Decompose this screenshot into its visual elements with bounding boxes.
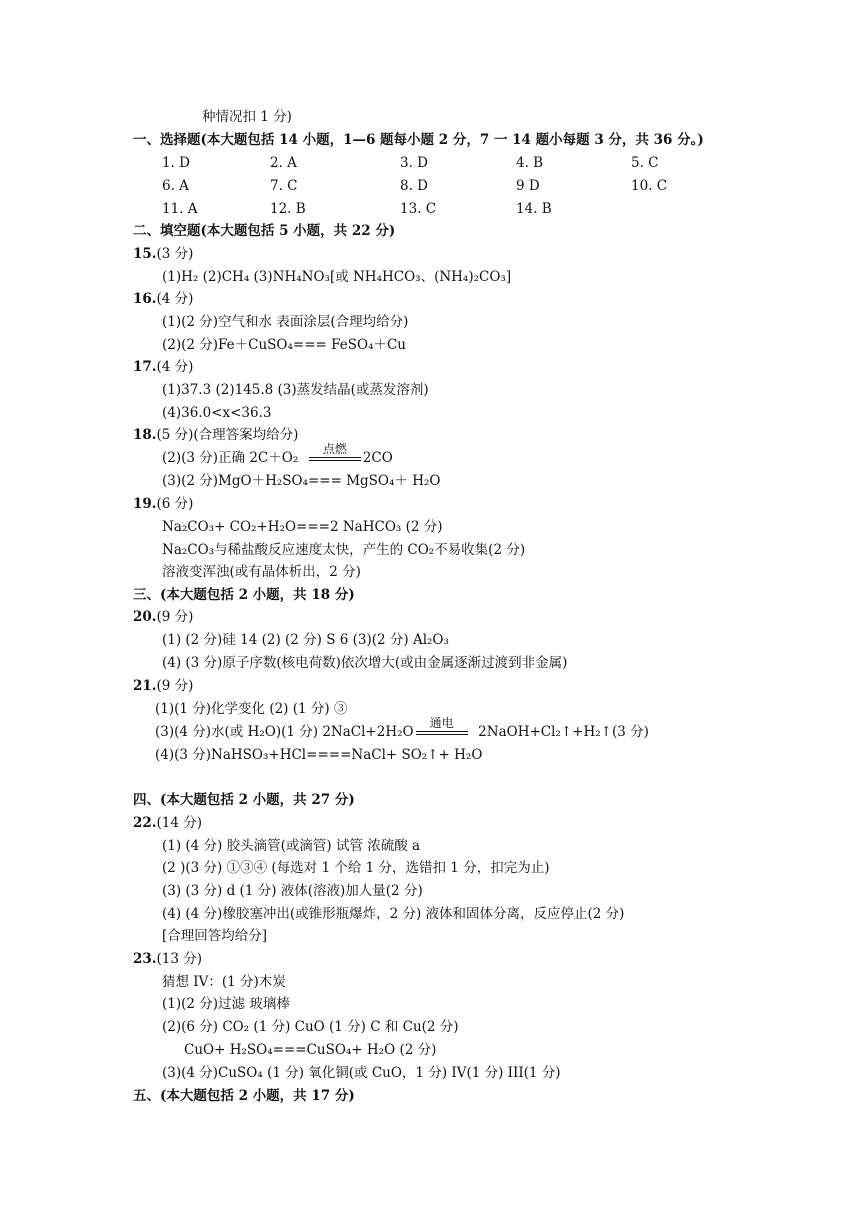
q21-line-3: (4)(3 分)NaHSO₃+HCl====NaCl+ SO₂↑+ H₂O xyxy=(155,747,483,763)
q23-line-3: (2)(6 分) CO₂ (1 分) CuO (1 分) C 和 Cu(2 分) xyxy=(162,1019,459,1035)
question-score: (13 分) xyxy=(156,951,203,967)
answer-cell: 10. C xyxy=(631,178,668,194)
reaction-condition-label: 通电 xyxy=(429,716,454,730)
question-18-header xyxy=(133,426,298,444)
answer-cell: 9 D xyxy=(516,178,540,194)
top-note: 种情况扣 1 分) xyxy=(202,109,292,125)
section-5-heading: 五、(本大题包括 2 小题，共 17 分) xyxy=(133,1088,355,1104)
q23-line-5: (3)(4 分)CuSO₄ (1 分) 氧化铜(或 CuO，1 分) IV(1 分) III(1 分) xyxy=(162,1065,561,1081)
answer-cell: 2. A xyxy=(270,155,297,171)
answer-cell: 1. D xyxy=(162,155,190,171)
answer-cell: 5. C xyxy=(631,155,659,171)
q15-line-1: (1)H₂ (2)CH₄ (3)NH₄NO₃[或 NH₄HCO₃、(NH₄)₂CO₃] xyxy=(162,269,512,285)
question-score: (3 分) xyxy=(156,246,194,262)
section-2-heading: 二、填空题(本大题包括 5 小题，共 22 分) xyxy=(133,223,396,239)
q23-line-2: (1)(2 分)过滤 玻璃棒 xyxy=(162,996,290,1012)
answer-cell: 14. B xyxy=(516,201,552,217)
q17-line-2: (4)36.0<x<36.3 xyxy=(162,405,272,421)
q22-line-5: [合理回答均给分] xyxy=(162,928,268,944)
q19-line-1: Na₂CO₃+ CO₂+H₂O===2 NaHCO₃ (2 分) xyxy=(162,519,443,535)
question-15-header xyxy=(133,245,193,263)
q20-line-1: (1) (2 分)硅 14 (2) (2 分) S 6 (3)(2 分) Al₂O₃ xyxy=(162,632,449,648)
answer-cell: 11. A xyxy=(162,201,198,217)
question-number: 19. xyxy=(133,496,157,512)
reaction-condition-arrow xyxy=(414,716,470,741)
question-23-header xyxy=(133,950,202,968)
q16-line-1: (1)(2 分)空气和水 表面涂层(合理均给分) xyxy=(162,314,409,330)
section-4-heading: 四、(本大题包括 2 小题，共 27 分) xyxy=(133,792,355,808)
q17-line-1: (1)37.3 (2)145.8 (3)蒸发结晶(或蒸发溶剂) xyxy=(162,382,429,398)
q22-line-2: (2 )(3 分) ①③④ (每选对 1 个给 1 分，选错扣 1 分，扣完为止) xyxy=(162,860,550,876)
question-number: 22. xyxy=(133,815,157,831)
question-score: (14 分) xyxy=(156,815,203,831)
q23-line-1: 猜想 IV：(1 分)木炭 xyxy=(162,974,286,990)
section-1-heading: 一、选择题(本大题包括 14 小题，1—6 题每小题 2 分，7 一 14 题小每题 3 分，共 36 分。) xyxy=(133,132,704,148)
equation-reactants: (3)(4 分)水(或 H₂O)(1 分) 2NaCl+2H₂O xyxy=(155,724,414,740)
reaction-condition-label: 点燃 xyxy=(322,442,347,456)
q23-line-4: CuO+ H₂SO₄===CuSO₄+ H₂O (2 分) xyxy=(184,1042,437,1058)
question-score: (4 分) xyxy=(156,359,194,375)
question-score: (6 分) xyxy=(156,496,194,512)
question-19-header xyxy=(133,495,193,513)
answer-cell: 7. C xyxy=(270,178,298,194)
question-20-header xyxy=(133,608,193,626)
question-number: 21. xyxy=(133,678,157,694)
equation-products: 2CO xyxy=(362,450,393,466)
question-score: (9 分) xyxy=(156,678,194,694)
question-17-header xyxy=(133,358,193,376)
question-21-header xyxy=(133,677,193,695)
question-number: 18. xyxy=(133,427,157,443)
q22-line-1: (1) (4 分) 胶头滴管(或滴管) 试管 浓硫酸 a xyxy=(162,838,421,854)
section-3-heading: 三、(本大题包括 2 小题，共 18 分) xyxy=(133,587,355,603)
answer-cell: 6. A xyxy=(162,178,189,194)
q22-line-3: (3) (3 分) d (1 分) 液体(溶液)加人量(2 分) xyxy=(162,883,423,899)
q21-line-1: (1)(1 分)化学变化 (2) (1 分) ③ xyxy=(155,701,348,717)
q20-line-2: (4) (3 分)原子序数(核电荷数)依次增大(或由金属逐渐过渡到非金属) xyxy=(162,655,568,671)
answer-cell: 12. B xyxy=(270,201,306,217)
reaction-condition-arrow xyxy=(307,442,363,467)
question-number: 23. xyxy=(133,951,157,967)
answer-cell: 4. B xyxy=(516,155,544,171)
question-score: (9 分) xyxy=(156,609,194,625)
question-number: 17. xyxy=(133,359,157,375)
equation-products: 2NaOH+Cl₂↑+H₂↑(3 分) xyxy=(478,724,649,740)
equation-reactants: (2)(3 分)正确 2C＋O₂ xyxy=(162,450,299,466)
question-22-header xyxy=(133,814,202,832)
q19-line-3: 溶液变浑浊(或有晶体析出，2 分) xyxy=(162,564,361,580)
question-score: (4 分) xyxy=(156,291,194,307)
q19-line-2: Na₂CO₃与稀盐酸反应速度太快，产生的 CO₂不易收集(2 分) xyxy=(162,542,526,558)
q16-line-2: (2)(2 分)Fe＋CuSO₄=== FeSO₄＋Cu xyxy=(162,337,407,353)
q22-line-4: (4) (4 分)橡胶塞冲出(或锥形瓶爆炸，2 分) 液体和固体分离，反应停止(2 分) xyxy=(162,906,625,922)
q21-line-2 xyxy=(155,716,649,741)
answer-cell: 13. C xyxy=(400,201,437,217)
q18-line-1 xyxy=(162,442,393,467)
question-number: 16. xyxy=(133,291,157,307)
question-number: 15. xyxy=(133,246,157,262)
answer-cell: 8. D xyxy=(400,178,428,194)
answer-cell: 3. D xyxy=(400,155,428,171)
question-16-header xyxy=(133,290,193,308)
question-score: (5 分)(合理答案均给分) xyxy=(156,427,299,443)
question-number: 20. xyxy=(133,609,157,625)
q18-line-2: (3)(2 分)MgO＋H₂SO₄=== MgSO₄＋ H₂O xyxy=(162,473,441,489)
